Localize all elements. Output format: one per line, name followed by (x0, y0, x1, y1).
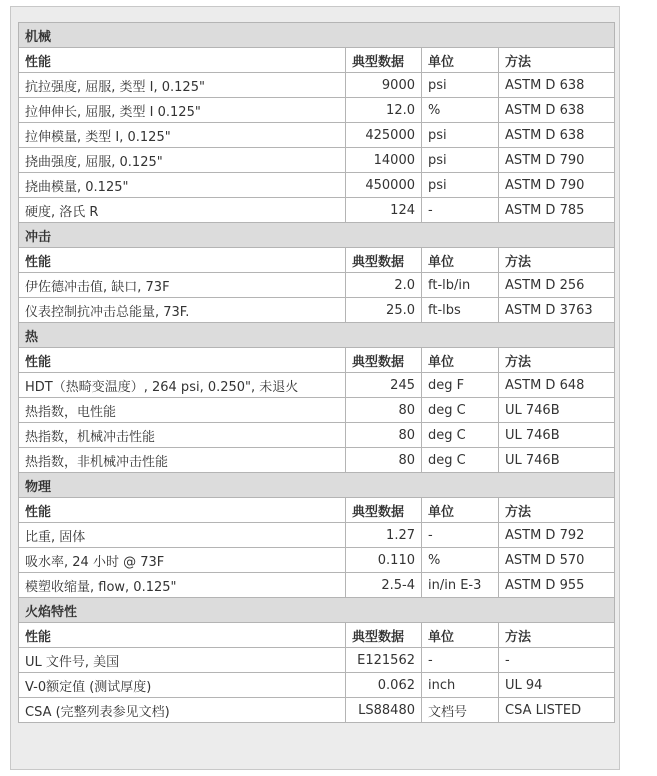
cell-method: ASTM D 638 (499, 98, 615, 123)
cell-method: CSA LISTED (499, 698, 615, 723)
cell-property: CSA (完整列表参见文档) (19, 698, 346, 723)
section-title: 机械 (19, 23, 615, 48)
table-row (19, 198, 615, 223)
cell-method: ASTM D 648 (499, 373, 615, 398)
table-row (19, 698, 615, 723)
table-row (19, 73, 615, 98)
table-row (19, 98, 615, 123)
column-header-unit: 单位 (422, 248, 499, 273)
cell-value: 80 (346, 448, 422, 473)
column-header-value: 典型数据 (346, 348, 422, 373)
column-header-value: 典型数据 (346, 248, 422, 273)
cell-method: UL 746B (499, 398, 615, 423)
table-row (19, 123, 615, 148)
column-header-method: 方法 (499, 348, 615, 373)
cell-method: ASTM D 792 (499, 523, 615, 548)
table-row (19, 448, 615, 473)
column-header-method: 方法 (499, 48, 615, 73)
cell-value: 0.110 (346, 548, 422, 573)
column-header-value: 典型数据 (346, 48, 422, 73)
table-row (19, 273, 615, 298)
section-header-row (19, 223, 615, 248)
cell-property: 拉伸伸长, 屈服, 类型 I 0.125" (19, 98, 346, 123)
column-header-row (19, 623, 615, 648)
cell-method: - (499, 648, 615, 673)
section-title: 物理 (19, 473, 615, 498)
cell-unit: - (422, 523, 499, 548)
cell-method: ASTM D 785 (499, 198, 615, 223)
cell-unit: % (422, 98, 499, 123)
cell-method: ASTM D 256 (499, 273, 615, 298)
column-header-property: 性能 (19, 498, 346, 523)
cell-unit: ft-lbs (422, 298, 499, 323)
section-title: 火焰特性 (19, 598, 615, 623)
cell-unit: in/in E-3 (422, 573, 499, 598)
cell-unit: deg C (422, 398, 499, 423)
cell-value: 80 (346, 423, 422, 448)
cell-unit: % (422, 548, 499, 573)
cell-value: 9000 (346, 73, 422, 98)
column-header-property: 性能 (19, 348, 346, 373)
cell-value: 1.27 (346, 523, 422, 548)
cell-method: ASTM D 570 (499, 548, 615, 573)
cell-property: 热指数，电性能 (19, 398, 346, 423)
column-header-unit: 单位 (422, 348, 499, 373)
section-header-row (19, 23, 615, 48)
cell-value: LS88480 (346, 698, 422, 723)
cell-property: HDT（热畸变温度）, 264 psi, 0.250", 未退火 (19, 373, 346, 398)
cell-value: 245 (346, 373, 422, 398)
table-row (19, 373, 615, 398)
cell-unit: - (422, 648, 499, 673)
table-row (19, 148, 615, 173)
column-header-method: 方法 (499, 498, 615, 523)
table-row (19, 298, 615, 323)
cell-unit: psi (422, 123, 499, 148)
column-header-row (19, 48, 615, 73)
cell-property: 热指数，机械冲击性能 (19, 423, 346, 448)
properties-table-body (19, 23, 615, 723)
section-title: 热 (19, 323, 615, 348)
cell-value: 124 (346, 198, 422, 223)
cell-property: 吸水率, 24 小时 @ 73F (19, 548, 346, 573)
column-header-method: 方法 (499, 623, 615, 648)
cell-value: 450000 (346, 173, 422, 198)
cell-unit: deg C (422, 448, 499, 473)
cell-value: 12.0 (346, 98, 422, 123)
cell-property: 热指数，非机械冲击性能 (19, 448, 346, 473)
table-row (19, 423, 615, 448)
cell-property: 伊佐德冲击值, 缺口, 73F (19, 273, 346, 298)
cell-property: 硬度, 洛氏 R (19, 198, 346, 223)
column-header-row (19, 498, 615, 523)
cell-unit: psi (422, 173, 499, 198)
cell-value: 25.0 (346, 298, 422, 323)
section-header-row (19, 323, 615, 348)
cell-unit: psi (422, 148, 499, 173)
properties-table (18, 22, 615, 723)
cell-value: 0.062 (346, 673, 422, 698)
cell-method: ASTM D 790 (499, 148, 615, 173)
column-header-unit: 单位 (422, 623, 499, 648)
table-row (19, 648, 615, 673)
cell-value: 80 (346, 398, 422, 423)
cell-method: ASTM D 638 (499, 123, 615, 148)
cell-property: 模塑收缩量, flow, 0.125" (19, 573, 346, 598)
cell-value: 425000 (346, 123, 422, 148)
column-header-value: 典型数据 (346, 623, 422, 648)
cell-unit: deg C (422, 423, 499, 448)
cell-value: E121562 (346, 648, 422, 673)
cell-unit: deg F (422, 373, 499, 398)
cell-property: UL 文件号, 美国 (19, 648, 346, 673)
section-header-row (19, 473, 615, 498)
cell-property: 挠曲模量, 0.125" (19, 173, 346, 198)
cell-unit: ft-lb/in (422, 273, 499, 298)
column-header-value: 典型数据 (346, 498, 422, 523)
table-row (19, 548, 615, 573)
cell-method: UL 746B (499, 448, 615, 473)
column-header-row (19, 248, 615, 273)
cell-property: 仪表控制抗冲击总能量, 73F. (19, 298, 346, 323)
cell-method: UL 746B (499, 423, 615, 448)
cell-value: 14000 (346, 148, 422, 173)
column-header-property: 性能 (19, 48, 346, 73)
section-title: 冲击 (19, 223, 615, 248)
column-header-row (19, 348, 615, 373)
table-row (19, 398, 615, 423)
cell-method: UL 94 (499, 673, 615, 698)
cell-method: ASTM D 638 (499, 73, 615, 98)
table-row (19, 573, 615, 598)
cell-property: 拉伸模量, 类型 I, 0.125" (19, 123, 346, 148)
cell-method: ASTM D 955 (499, 573, 615, 598)
table-row (19, 523, 615, 548)
cell-value: 2.5-4 (346, 573, 422, 598)
cell-unit: inch (422, 673, 499, 698)
column-header-property: 性能 (19, 248, 346, 273)
cell-method: ASTM D 3763 (499, 298, 615, 323)
cell-property: V-0额定值 (测试厚度) (19, 673, 346, 698)
column-header-unit: 单位 (422, 498, 499, 523)
cell-property: 挠曲强度, 屈服, 0.125" (19, 148, 346, 173)
section-header-row (19, 598, 615, 623)
cell-unit: psi (422, 73, 499, 98)
cell-property: 抗拉强度, 屈服, 类型 I, 0.125" (19, 73, 346, 98)
table-row (19, 673, 615, 698)
cell-value: 2.0 (346, 273, 422, 298)
cell-property: 比重, 固体 (19, 523, 346, 548)
table-row (19, 173, 615, 198)
cell-unit: 文档号 (422, 698, 499, 723)
column-header-method: 方法 (499, 248, 615, 273)
column-header-unit: 单位 (422, 48, 499, 73)
cell-method: ASTM D 790 (499, 173, 615, 198)
column-header-property: 性能 (19, 623, 346, 648)
cell-unit: - (422, 198, 499, 223)
